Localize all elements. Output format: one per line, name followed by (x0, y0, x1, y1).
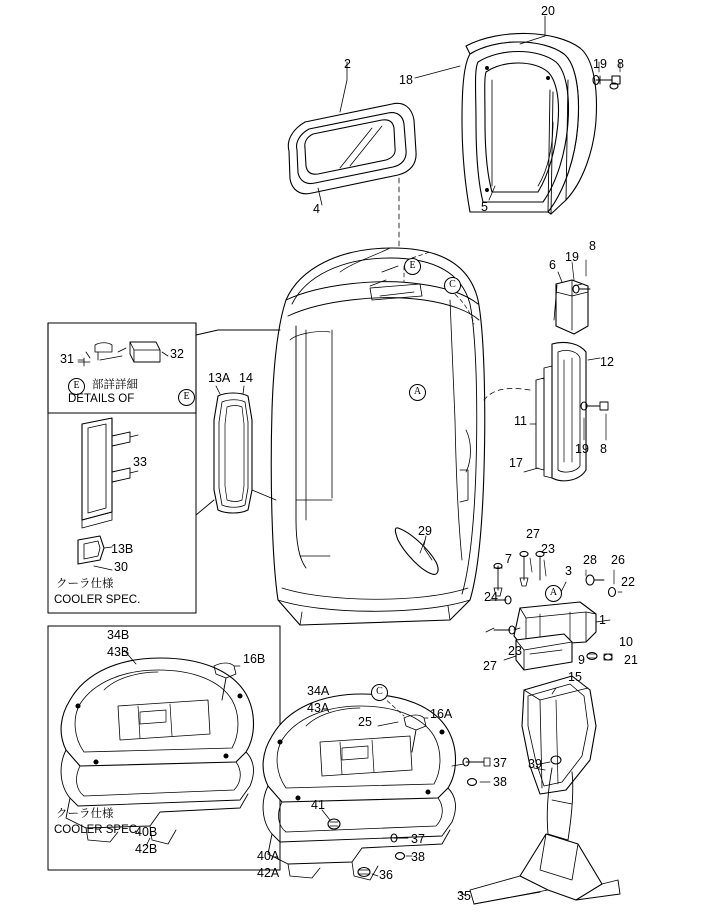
callout-13B: 13B (111, 542, 134, 556)
callout-11: 11 (514, 414, 527, 428)
callout-31: 31 (60, 352, 74, 366)
cooler-spec-bottom-jp-label: クーラ仕様 (56, 808, 114, 820)
callout-29: 29 (418, 524, 432, 538)
callout-34B: 34B (107, 628, 130, 642)
callout-26: 26 (611, 553, 625, 567)
callout-40B: 40B (135, 825, 158, 839)
callout-34A: 34A (307, 684, 330, 698)
callout-27-top: 27 (526, 527, 540, 541)
callout-37-right: 37 (493, 756, 507, 770)
callout-30: 30 (114, 560, 128, 574)
callout-4: 4 (313, 202, 320, 216)
callout-43B: 43B (107, 645, 130, 659)
callout-42B: 42B (135, 842, 158, 856)
callout-3: 3 (565, 564, 572, 578)
callout-28: 28 (583, 553, 597, 567)
ref-circle-A-body: A (409, 384, 426, 401)
callout-6: 6 (549, 258, 556, 272)
callout-13A: 13A (208, 371, 231, 385)
ref-circle-E-detail: E (68, 378, 85, 395)
callout-33: 33 (133, 455, 147, 469)
callout-25: 25 (358, 715, 372, 729)
callout-23-top: 23 (541, 542, 555, 556)
callout-43A: 43A (307, 701, 330, 715)
callout-40A: 40A (257, 849, 280, 863)
callout-27-bot: 27 (483, 659, 497, 673)
ref-circle-A-bracket: A (545, 585, 562, 602)
ref-circle-E-detail-2: E (178, 389, 195, 406)
ref-circle-C-top: C (444, 277, 461, 294)
callout-14: 14 (239, 371, 253, 385)
callout-1: 1 (599, 613, 606, 627)
cooler-spec-left-en-label: COOLER SPEC. (54, 594, 141, 606)
callout-5: 5 (481, 200, 488, 214)
callout-37-bottom: 37 (411, 832, 425, 846)
callout-35: 35 (457, 889, 471, 903)
ref-circle-C-seat: C (371, 684, 388, 701)
callout-9: 9 (578, 653, 585, 667)
callout-23-bot: 23 (508, 644, 522, 658)
cooler-spec-left-jp-label: クーラ仕様 (56, 578, 114, 590)
callout-22: 22 (621, 575, 635, 589)
ref-circle-E-top: E (404, 258, 421, 275)
callout-15: 15 (568, 670, 582, 684)
callout-36: 36 (379, 868, 393, 882)
callout-19-mid: 19 (565, 250, 579, 264)
callout-39: 39 (528, 757, 542, 771)
callout-8-mid: 8 (589, 239, 596, 253)
callout-10: 10 (619, 635, 633, 649)
callout-12: 12 (600, 355, 614, 369)
callout-38-right: 38 (493, 775, 507, 789)
callout-19-low: 19 (575, 442, 589, 456)
callout-2: 2 (344, 57, 351, 71)
callout-20: 20 (541, 4, 555, 18)
details-of-en-label: DETAILS OF (68, 393, 135, 405)
callout-8-top: 8 (617, 57, 624, 71)
callout-7: 7 (505, 552, 512, 566)
callout-17: 17 (509, 456, 523, 470)
cooler-spec-bottom-en-label: COOLER SPEC. (54, 824, 141, 836)
details-of-jp-label: 部詳詳細 (92, 379, 138, 391)
callout-18: 18 (399, 73, 413, 87)
callout-16B: 16B (243, 652, 266, 666)
callout-32: 32 (170, 347, 184, 361)
callout-41: 41 (311, 798, 325, 812)
callout-21: 21 (624, 653, 638, 667)
callout-24: 24 (484, 590, 498, 604)
callout-8-low: 8 (600, 442, 607, 456)
callout-16A: 16A (430, 707, 453, 721)
callout-42A: 42A (257, 866, 280, 880)
callout-19-top: 19 (593, 57, 607, 71)
callout-38-bottom: 38 (411, 850, 425, 864)
